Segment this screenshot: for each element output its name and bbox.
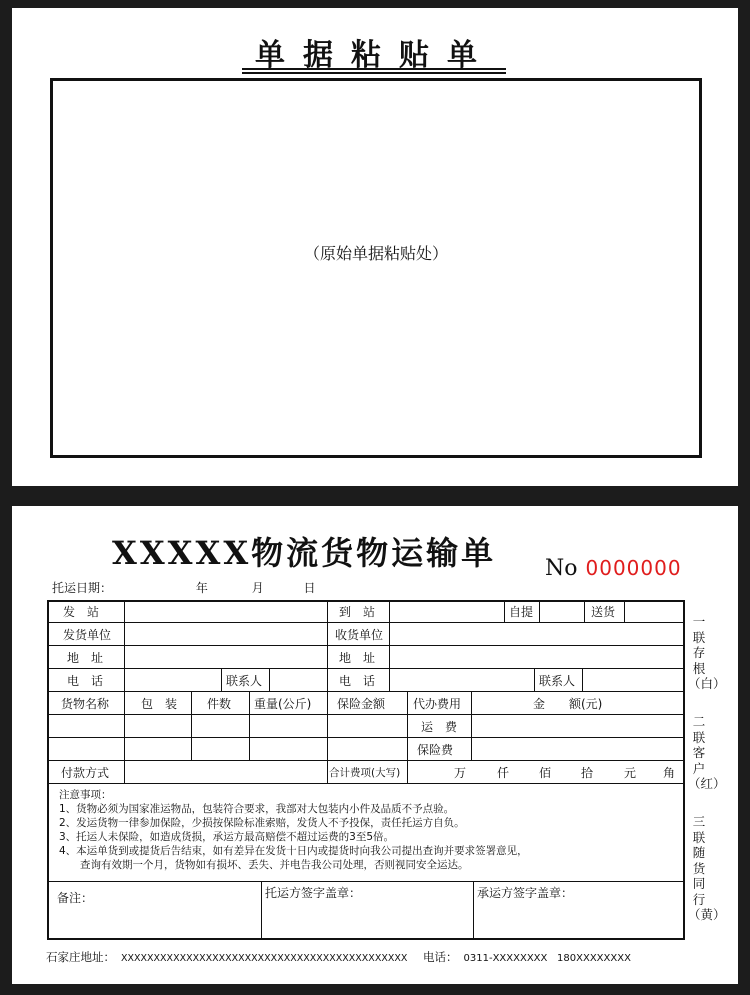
waybill-title: XXXXX物流货物运输单 (112, 534, 497, 572)
paste-hint: （原始单据粘贴处） (303, 244, 448, 263)
paste-area (50, 78, 702, 458)
number-value: 0000000 (585, 556, 682, 580)
waybill-form (12, 506, 738, 984)
footer-address-label: 石家庄地址： (46, 950, 115, 964)
footer-phone-1: 0311-XXXXXXXX (463, 953, 548, 964)
consignee-contact-label: 联系人 (539, 674, 576, 688)
note-item: 1、货物必须为国家准运物品，包装符合要求，我部对大包装内小件及品质不予点验。 (59, 803, 455, 815)
notes (59, 788, 528, 872)
goods-name-label: 货物名称 (61, 697, 110, 711)
total-label: 合计费项(大写) (329, 767, 401, 779)
title-underline (242, 68, 506, 70)
unit-bai: 佰 (539, 766, 552, 780)
waybill-table (47, 600, 685, 940)
copy-label-2: 二联客户（红） (688, 714, 726, 791)
remark-label: 备注： (57, 891, 94, 905)
notes-title: 注意事项： (59, 789, 112, 801)
quantity-label: 件数 (207, 697, 232, 711)
paste-sheet (12, 8, 738, 486)
note-item: 查询有效期一个月，货物如有损坏、丢失、并电告我公司处理，否则视同安全运达。 (59, 859, 469, 871)
unit-jiao: 角 (663, 766, 676, 780)
shipper-phone-label: 电 话 (67, 674, 104, 688)
insurance-fee-label: 保险费 (417, 743, 454, 757)
packaging-label: 包 装 (141, 697, 178, 711)
unit-qian: 仟 (497, 766, 510, 780)
footer (46, 949, 637, 965)
insured-value-label: 保险金额 (337, 697, 386, 711)
unit-wan: 万 (454, 766, 467, 780)
ship-date-label: 托运日期： (52, 581, 113, 595)
note-item: 3、托运人未保险，如造成货损，承运方最高赔偿不超过运费的3至5倍。 (59, 831, 395, 843)
title-underline (242, 72, 506, 74)
waybill-number (545, 556, 682, 581)
shipper-contact-label: 联系人 (226, 674, 263, 688)
payment-method-label: 付款方式 (61, 766, 110, 780)
weight-label: 重量(公斤) (254, 697, 312, 711)
copy-label-3: 三联随货同行（黄） (688, 814, 726, 922)
amount-label: 金 额(元) (533, 697, 603, 711)
year-label: 年 (195, 581, 208, 595)
footer-phone-2: 180XXXXXXXX (557, 953, 631, 964)
note-item: 2、发运货物一律参加保险，少损按保险标准索赔，发货人不予投保，责任托运方自负。 (59, 817, 465, 829)
footer-address-value: XXXXXXXXXXXXXXXXXXXXXXXXXXXXXXXXXXXXXXXXXXXX (121, 953, 408, 964)
consignee-label: 收货单位 (335, 628, 384, 642)
delivery-label: 送货 (591, 605, 616, 619)
unit-yuan: 元 (624, 766, 637, 780)
shipper-signature-label: 托运方签字盖章： (265, 886, 362, 900)
unit-shi: 拾 (581, 766, 594, 780)
copy-label-1: 一联存根（白） (688, 614, 726, 691)
day-label: 日 (303, 581, 316, 595)
note-item: 4、本运单货到或提货后告结束，如有差异在发货十日内或提货时向我公司提出查询并要求签署意见， (59, 845, 528, 857)
shipper-address-label: 地 址 (67, 651, 104, 665)
footer-phone-label: 电话： (423, 950, 458, 964)
carrier-signature-label: 承运方签字盖章： (477, 886, 574, 900)
ship-date (52, 579, 316, 596)
consignee-phone-label: 电 话 (339, 674, 376, 688)
destination-label: 到 站 (339, 605, 376, 619)
agent-fee-label: 代办费用 (413, 697, 462, 711)
number-label: No (545, 556, 578, 581)
month-label: 月 (251, 581, 264, 595)
shipper-label: 发货单位 (63, 628, 112, 642)
paste-sheet-title: 单据粘贴单 (255, 38, 495, 73)
freight-label: 运 费 (421, 720, 458, 734)
self-pickup-label: 自提 (509, 605, 534, 619)
origin-label: 发 站 (63, 605, 100, 619)
consignee-address-label: 地 址 (339, 651, 376, 665)
